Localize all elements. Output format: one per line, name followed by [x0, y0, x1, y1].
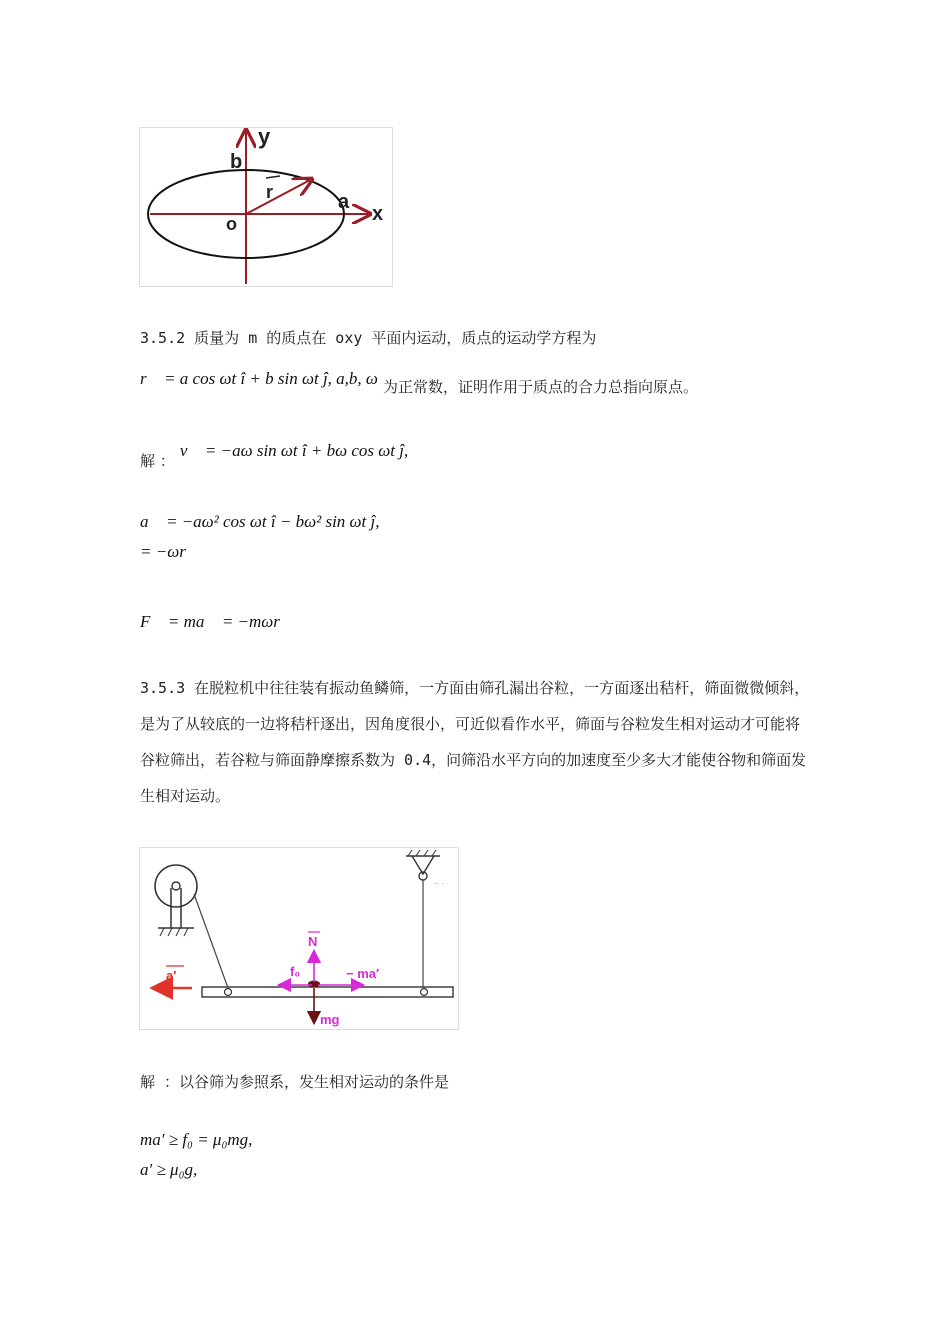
hanger-triangle — [412, 856, 434, 874]
solution-label: 解 ： — [140, 452, 175, 470]
label-x: x — [372, 203, 384, 225]
belt — [194, 894, 228, 988]
problem-352-equation-line — [140, 368, 699, 396]
sieve-platform — [202, 987, 453, 997]
solution-353-text: 解 ：以谷筛为参照系，发生相对运动的条件是 — [140, 1073, 450, 1091]
problem-353-statement: 3.5.3 在脱粒机中往往装有振动鱼鳞筛，一方面由筛孔漏出谷粒，一方面逐出秸杆，筛面微微倾斜，是为了从较底的一边将秸杆逐出，因角度很小，可近似看作水平，筛面与谷粒发生相对运动才可能将谷粒筛出，若谷粒与筛面静摩擦系数为 0.4，问筛沿水平方向的加速度至少多大才能使谷物和筛面发生相对运动。 — [140, 679, 810, 805]
label-r: r — [266, 182, 274, 202]
ground-left-hatch — [160, 928, 188, 936]
r-overarrow — [266, 176, 280, 178]
label-y: y — [258, 127, 271, 149]
r-vector — [246, 180, 310, 214]
equation-a1: a⃗ = −aω² cos ωt î − bω² sin ωt ĵ, — [140, 512, 380, 531]
solution-352-v-line — [140, 440, 409, 470]
equation-r: r⃗ = a cos ωt î + b sin ωt ĵ, a,b, ω — [140, 369, 378, 388]
label-minus-ma: − ma′ — [346, 966, 380, 981]
equation-a-condition: a′ ≥ μ₀g, — [140, 1160, 198, 1179]
sieve-figure — [139, 847, 459, 1030]
equation-F: F⃗ = ma⃗ = −mωr⃗ — [140, 612, 294, 631]
problem-352-statement: 3.5.2 质量为 m 的质点在 oxy 平面内运动，质点的运动学方程为 — [140, 329, 597, 347]
label-mg: mg — [320, 1012, 340, 1027]
pulley-hub — [172, 882, 180, 890]
pulley-wheel — [155, 865, 197, 907]
label-o: o — [226, 214, 237, 234]
equation-v: v⃗ = −aω sin ωt î + bω cos ωt ĵ, — [179, 441, 409, 460]
equation-a2: = −ωr⃗ — [140, 542, 200, 561]
label-f0: f₀ — [290, 964, 301, 979]
label-N: N — [308, 934, 318, 949]
ceiling-hatch — [408, 850, 436, 856]
equation-ma-condition: ma′ ≥ f₀ = μ₀mg, — [140, 1130, 253, 1149]
hanger-dots: ·· · — [434, 879, 445, 888]
label-a: a — [338, 191, 350, 213]
equation-r-tail: 为正常数，证明作用于质点的合力总指向原点。 — [383, 378, 699, 396]
ellipse-figure — [139, 127, 393, 287]
label-a-prime: a′ — [166, 968, 177, 983]
label-b: b — [230, 151, 243, 173]
